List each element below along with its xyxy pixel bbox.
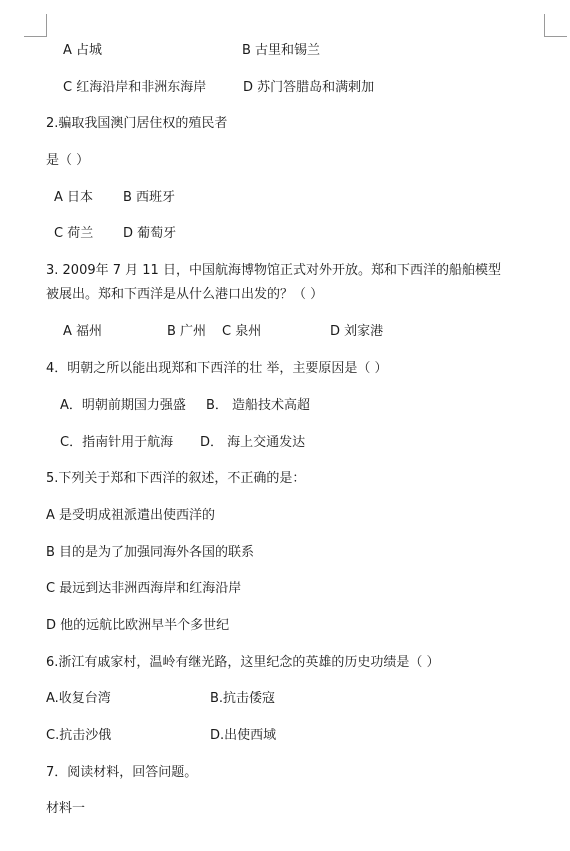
q6-stem: 6.浙江有戚家村，温岭有继光路，这里纪念的英雄的历史功绩是（ ） (46, 655, 440, 670)
q1-option-c: C 红海沿岸和非洲东海岸 (63, 80, 207, 95)
q6-option-d: D.出使西域 (210, 728, 277, 743)
q5-stem: 5.下列关于郑和下西洋的叙述，不正确的是： (46, 471, 306, 486)
q2-stem-line2: 是（ ） (46, 153, 90, 168)
q3-option-a: A 福州 (63, 324, 103, 339)
q2-option-d: D 葡萄牙 (123, 226, 177, 241)
q7-material-label: 材料一 (46, 801, 86, 816)
q4-stem: 4．明朝之所以能出现郑和下西洋的壮 举，主要原因是（ ） (46, 361, 388, 376)
q5-option-c: C 最远到达非洲西海岸和红海沿岸 (46, 581, 242, 596)
q3-option-d: D 刘家港 (330, 324, 384, 339)
q6-option-a: A.收复台湾 (46, 691, 111, 706)
q3-stem-line1: 3. 2009年 7 月 11 日，中国航海博物馆正式对外开放。郑和下西洋的船舶模型 (46, 263, 501, 278)
q5-option-a: A 是受明成祖派遣出使西洋的 (46, 508, 216, 523)
q3-stem-line2: 被展出。郑和下西洋是从什么港口出发的？（ ） (46, 287, 324, 302)
page-corner-mark-top-left (24, 14, 47, 37)
q1-option-d: D 苏门答腊岛和满剌加 (243, 80, 375, 95)
q1-option-b: B 古里和锡兰 (242, 43, 321, 58)
q5-option-b: B 目的是为了加强同海外各国的联系 (46, 545, 255, 560)
q6-option-b: B.抗击倭寇 (210, 691, 276, 706)
q4-option-a: A．明朝前期国力强盛 (60, 398, 186, 413)
q2-option-b: B 西班牙 (123, 190, 176, 205)
q4-option-c: C．指南针用于航海 (60, 435, 174, 450)
q3-option-c: C 泉州 (222, 324, 262, 339)
q6-option-c: C.抗击沙俄 (46, 728, 112, 743)
q4-option-d: D． 海上交通发达 (200, 435, 306, 450)
page-corner-mark-top-right (544, 14, 567, 37)
q2-option-a: A 日本 (54, 190, 94, 205)
q3-option-b: B 广州 (167, 324, 207, 339)
q5-option-d: D 他的远航比欧洲早半个多世纪 (46, 618, 230, 633)
q4-option-b: B． 造船技术高超 (206, 398, 311, 413)
q1-option-a: A 占城 (63, 43, 103, 58)
q2-stem-line1: 2.骗取我国澳门居住权的殖民者 (46, 116, 228, 131)
q2-option-c: C 荷兰 (54, 226, 94, 241)
q7-stem: 7．阅读材料，回答问题。 (46, 765, 198, 780)
